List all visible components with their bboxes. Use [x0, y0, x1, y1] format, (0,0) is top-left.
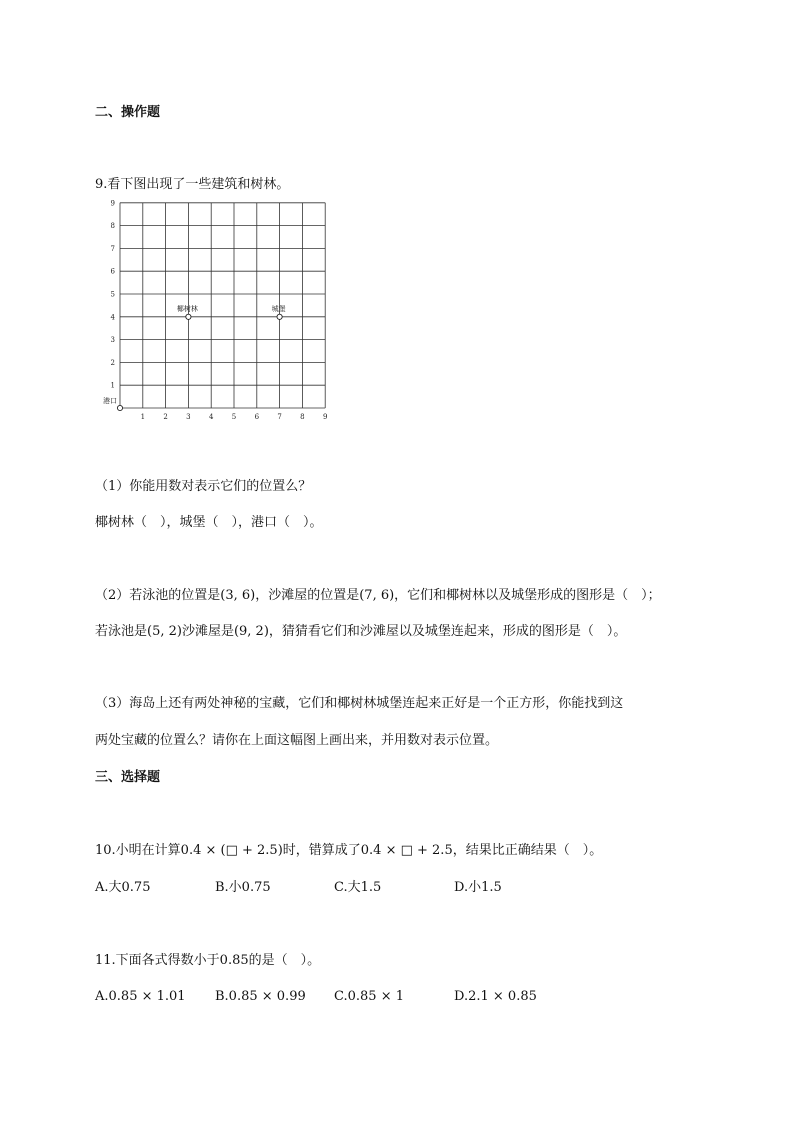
point-marker	[186, 314, 191, 319]
x-tick-label: 2	[163, 413, 168, 421]
y-tick-label: 7	[110, 244, 115, 253]
question-11-option-c[interactable]: C.0.85 × 1	[334, 989, 404, 1004]
question-9-part-2-line-2: 若泳池是(5, 2)沙滩屋是(9, 2)，猜猜看它们和沙滩屋以及城堡连起来，形成的图形是（ ）。	[95, 624, 627, 639]
point-label: 椰树林	[176, 304, 198, 313]
section-2-title: 二、操作题	[95, 105, 161, 120]
question-10-option-a[interactable]: A.大0.75	[95, 880, 151, 895]
grid-lines	[120, 203, 325, 408]
y-tick-label: 9	[110, 199, 115, 208]
point-label: 城堡	[271, 304, 286, 313]
x-tick-label: 3	[186, 413, 191, 421]
question-9-part-3-line-1: （3）海岛上还有两处神秘的宝藏，它们和椰树林城堡连起来正好是一个正方形，你能找到这	[95, 696, 624, 711]
y-tick-label: 6	[110, 267, 115, 276]
question-9-part-3-line-2: 两处宝藏的位置么？请你在上面这幅图上画出来，并用数对表示位置。	[95, 733, 499, 748]
grid-points	[103, 304, 286, 411]
question-9-part-2-line-1: （2）若泳池的位置是(3, 6)，沙滩屋的位置是(7, 6)，它们和椰树林以及城堡形成的图形是（ ）；	[95, 588, 661, 603]
point-label: 港口	[103, 397, 117, 405]
y-tick-label: 4	[110, 313, 115, 322]
question-11-option-a[interactable]: A.0.85 × 1.01	[95, 989, 186, 1004]
question-10-option-b[interactable]: B.小0.75	[215, 880, 271, 895]
y-tick-label: 2	[110, 358, 115, 367]
question-9-part-1-title: （1）你能用数对表示它们的位置么？	[95, 479, 312, 494]
question-10-stem: 10.小明在计算0.4 × (□ + 2.5)时，错算成了0.4 × □ + 2.5，结果比正确结果（ ）。	[95, 843, 603, 858]
x-tick-label: 1	[140, 413, 146, 421]
y-tick-label: 1	[110, 381, 115, 390]
y-tick-label: 8	[110, 222, 115, 231]
section-3-title: 三、选择题	[95, 770, 161, 785]
x-tick-label: 7	[277, 413, 282, 421]
x-tick-label: 9	[322, 413, 328, 421]
question-11-option-d[interactable]: D.2.1 × 0.85	[454, 989, 537, 1004]
y-tick-label: 5	[110, 290, 115, 299]
question-9-stem: 9.看下图出现了一些建筑和树林。	[95, 177, 290, 192]
question-10-option-c[interactable]: C.大1.5	[334, 880, 382, 895]
x-tick-label: 5	[231, 413, 237, 421]
x-tick-label: 8	[300, 413, 305, 421]
point-marker	[277, 314, 282, 319]
point-marker	[117, 405, 122, 410]
x-tick-label: 4	[208, 413, 214, 421]
coordinate-grid	[98, 199, 338, 430]
question-11-stem: 11.下面各式得数小于0.85的是（ ）。	[95, 953, 321, 968]
y-tick-label: 3	[110, 336, 115, 345]
question-11-option-b[interactable]: B.0.85 × 0.99	[215, 989, 306, 1004]
question-10-option-d[interactable]: D.小1.5	[454, 880, 502, 895]
question-9-part-1-answer: 椰树林（ ），城堡（ ），港口（ ）。	[95, 515, 323, 530]
x-tick-label: 6	[254, 413, 260, 421]
